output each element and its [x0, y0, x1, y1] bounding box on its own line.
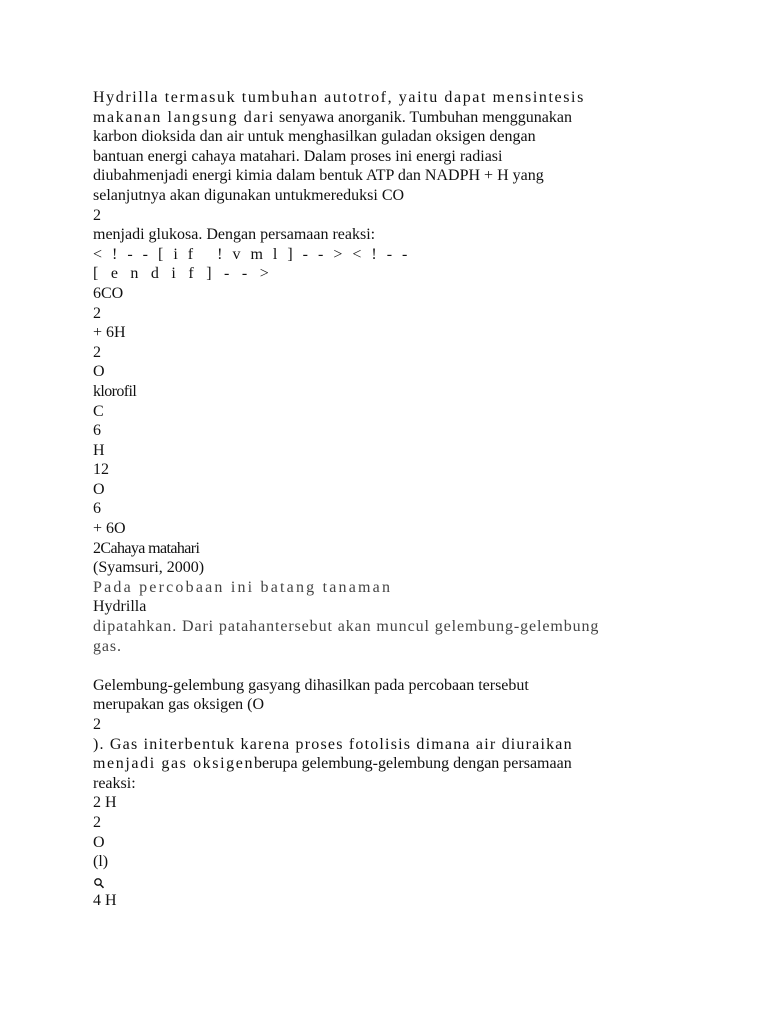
equation-line: O	[93, 363, 105, 381]
equation-line: (l)	[93, 853, 109, 871]
html-comment-artifact: [endif]-->	[93, 265, 282, 283]
paragraph-line: Pada percobaan ini batang tanaman	[93, 578, 393, 596]
paragraph-line: Gelembung-gelembung gasyang dihasilkan pada percobaan tersebut	[93, 676, 529, 694]
paragraph-line: karbon dioksida dan air untuk menghasilkan guladan oksigen dengan	[93, 128, 536, 146]
reaction-arrow-icon	[93, 872, 105, 892]
equation-line: O	[93, 833, 105, 851]
equation-line: 2	[93, 813, 101, 831]
equation-line: 2 H	[93, 794, 117, 812]
paragraph-line: gas.	[93, 637, 122, 655]
paragraph-line: ). Gas initerbentuk karena proses fotolisis dimana air diuraikan	[93, 735, 573, 753]
equation-line: + 6H	[93, 324, 126, 342]
subscript-line: 2	[93, 716, 101, 733]
normal-text: berupa gelembung-gelembung dengan persamaan	[254, 755, 572, 773]
equation-line: 2	[93, 304, 101, 322]
blank-line	[93, 656, 693, 676]
citation: (Syamsuri, 2000)	[93, 559, 205, 577]
equation-line: + 6O	[93, 520, 126, 538]
document-page	[93, 88, 693, 911]
html-comment-artifact: <!--[if !vml]--><!--	[93, 245, 418, 263]
paragraph-line: Hydrilla termasuk tumbuhan autotrof, yaitu dapat mensintesis	[93, 89, 585, 106]
normal-text: senyawa anorganik. Tumbuhan menggunakan	[279, 108, 572, 126]
paragraph-line: bantuan energi cahaya matahari. Dalam proses ini energi radiasi	[93, 147, 503, 165]
paragraph-line	[93, 754, 693, 774]
equation-line: 6CO	[93, 284, 124, 302]
arrow-line	[93, 872, 693, 892]
paragraph-line: diubahmenjadi energi kimia dalam bentuk ATP dan NADPH + H yang	[93, 167, 544, 185]
equation-line: 12	[93, 461, 109, 479]
paragraph-line: selanjutnya akan digunakan untukmereduksi CO	[93, 186, 405, 204]
spaced-text: menjadi gas oksigen	[93, 755, 255, 773]
subscript-line: 2	[93, 206, 101, 224]
equation-line: 6	[93, 500, 101, 518]
paragraph-line	[93, 108, 693, 128]
species-name: Hydrilla	[93, 598, 147, 616]
equation-line: klorofil	[93, 382, 137, 400]
equation-line: 4 H	[93, 892, 117, 910]
equation-line: O	[93, 480, 105, 498]
paragraph-line: dipatahkan. Dari patahantersebut akan muncul gelembung-gelembung	[93, 618, 600, 636]
spaced-text: makanan langsung dari	[93, 108, 275, 126]
equation-line: 6	[93, 422, 101, 440]
equation-line: 2Cahaya matahari	[93, 539, 200, 557]
equation-line: C	[93, 402, 104, 420]
paragraph-line: merupakan gas oksigen (O	[93, 696, 265, 714]
paragraph-line: menjadi glukosa. Dengan persamaan reaksi:	[93, 226, 376, 244]
equation-line: 2	[93, 343, 101, 361]
paragraph-line: reaksi:	[93, 774, 136, 792]
equation-line: H	[93, 441, 105, 459]
